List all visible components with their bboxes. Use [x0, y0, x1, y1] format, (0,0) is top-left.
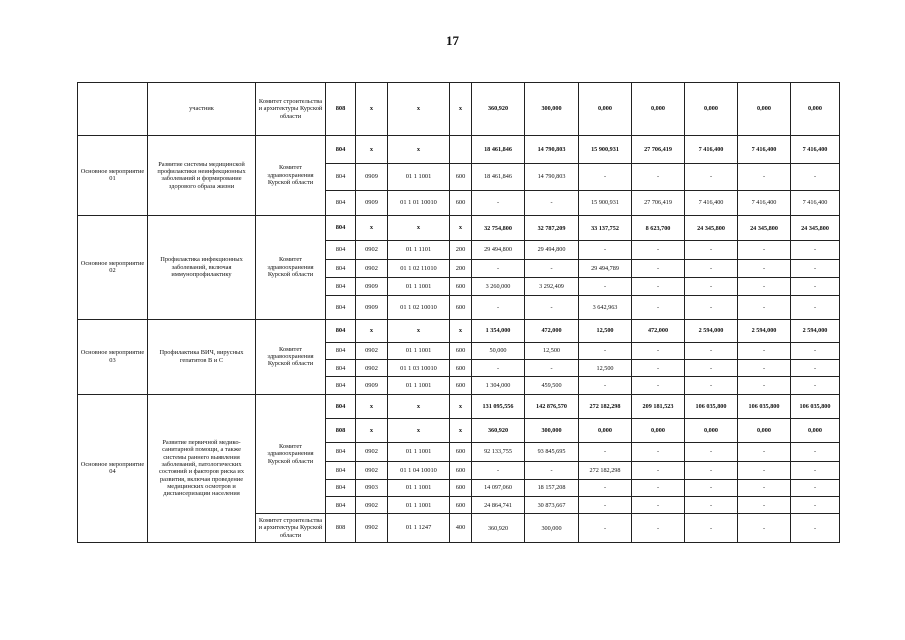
rzpr-cell: 0909 [356, 164, 388, 190]
amount-cell: - [632, 277, 685, 295]
rzpr-cell: 0909 [356, 296, 388, 319]
amount-cell: - [472, 360, 525, 377]
grbs-cell: 804 [326, 342, 356, 359]
amount-cell: 29 494,800 [472, 241, 525, 259]
amount-cell: 0,000 [738, 418, 791, 442]
amount-cell: - [579, 241, 632, 259]
amount-cell: - [685, 360, 738, 377]
amount-cell: 1 304,000 [472, 377, 525, 394]
rzpr-cell: 0902 [356, 443, 388, 461]
amount-cell: - [472, 461, 525, 479]
amount-cell: - [579, 342, 632, 359]
amount-cell: 0,000 [791, 83, 840, 136]
amount-cell: 0,000 [791, 418, 840, 442]
grbs-cell: 804 [326, 377, 356, 394]
grbs-cell: 804 [326, 497, 356, 514]
vr-cell: 200 [450, 241, 472, 259]
vr-cell: 600 [450, 479, 472, 496]
rzpr-cell: x [356, 135, 388, 163]
csr-cell: 01 1 01 10010 [388, 190, 450, 215]
vr-cell: 600 [450, 342, 472, 359]
csr-cell: 01 1 1001 [388, 342, 450, 359]
grbs-cell: 804 [326, 479, 356, 496]
amount-cell: 0,000 [685, 83, 738, 136]
vr-cell: 200 [450, 259, 472, 277]
amount-cell: 0,000 [738, 83, 791, 136]
amount-cell: 14 097,060 [472, 479, 525, 496]
csr-cell: 01 1 04 10010 [388, 461, 450, 479]
amount-cell: - [632, 164, 685, 190]
amount-cell: - [632, 296, 685, 319]
amount-cell: 29 494,800 [525, 241, 579, 259]
event-name-cell: Профилактика ВИЧ, вирусных гепатитов В и С [148, 319, 256, 394]
amount-cell: - [685, 259, 738, 277]
table-row [78, 215, 840, 240]
amount-cell: 360,920 [472, 418, 525, 442]
rzpr-cell: x [356, 83, 388, 136]
amount-cell: 12,500 [525, 342, 579, 359]
vr-cell: x [450, 319, 472, 342]
grbs-cell: 804 [326, 164, 356, 190]
grbs-cell: 804 [326, 135, 356, 163]
amount-cell: 24 345,800 [791, 215, 840, 240]
amount-cell: 8 623,700 [632, 215, 685, 240]
amount-cell: - [685, 514, 738, 543]
amount-cell: 472,000 [525, 319, 579, 342]
grbs-cell: 804 [326, 241, 356, 259]
rzpr-cell: 0902 [356, 514, 388, 543]
grbs-cell: 804 [326, 461, 356, 479]
rzpr-cell: 0903 [356, 479, 388, 496]
amount-cell: 360,920 [472, 514, 525, 543]
vr-cell: 600 [450, 277, 472, 295]
amount-cell: 14 790,803 [525, 135, 579, 163]
grbs-cell: 804 [326, 443, 356, 461]
grbs-cell: 804 [326, 296, 356, 319]
csr-cell: x [388, 319, 450, 342]
amount-cell: - [525, 190, 579, 215]
amount-cell: - [685, 377, 738, 394]
grbs-cell: 804 [326, 394, 356, 418]
amount-cell: - [738, 277, 791, 295]
vr-cell: 600 [450, 377, 472, 394]
event-name-cell: участник [148, 83, 256, 136]
amount-cell: - [685, 461, 738, 479]
event-cell: Основное мероприятие 02 [78, 215, 148, 319]
amount-cell: 33 137,752 [579, 215, 632, 240]
amount-cell: 30 873,667 [525, 497, 579, 514]
amount-cell: 27 706,419 [632, 135, 685, 163]
amount-cell: - [791, 443, 840, 461]
csr-cell: 01 1 02 10010 [388, 296, 450, 319]
amount-cell: - [791, 277, 840, 295]
amount-cell: 2 594,000 [738, 319, 791, 342]
amount-cell: - [791, 461, 840, 479]
vr-cell: 600 [450, 443, 472, 461]
amount-cell: - [791, 259, 840, 277]
amount-cell: 7 416,400 [685, 135, 738, 163]
executor-cell: Комитет здравоохранения Курской области [256, 215, 326, 319]
amount-cell: 14 790,803 [525, 164, 579, 190]
grbs-cell: 804 [326, 360, 356, 377]
amount-cell: - [738, 479, 791, 496]
amount-cell: - [738, 360, 791, 377]
amount-cell: 7 416,400 [685, 190, 738, 215]
executor-cell: Комитет строительства и архитектуры Курской области [256, 514, 326, 543]
executor-cell: Комитет здравоохранения Курской области [256, 319, 326, 394]
amount-cell: 272 182,298 [579, 394, 632, 418]
grbs-cell: 804 [326, 277, 356, 295]
rzpr-cell: x [356, 319, 388, 342]
amount-cell: - [738, 296, 791, 319]
amount-cell: - [685, 164, 738, 190]
vr-cell: 600 [450, 360, 472, 377]
vr-cell: 600 [450, 296, 472, 319]
grbs-cell: 808 [326, 83, 356, 136]
amount-cell: - [685, 479, 738, 496]
amount-cell: 27 706,419 [632, 190, 685, 215]
csr-cell: 01 1 1001 [388, 497, 450, 514]
amount-cell: - [738, 164, 791, 190]
amount-cell: 300,000 [525, 418, 579, 442]
csr-cell: 01 1 1001 [388, 443, 450, 461]
amount-cell: 0,000 [579, 83, 632, 136]
amount-cell: - [738, 259, 791, 277]
csr-cell: x [388, 394, 450, 418]
amount-cell: - [632, 443, 685, 461]
rzpr-cell: x [356, 215, 388, 240]
amount-cell: 32 754,800 [472, 215, 525, 240]
amount-cell: - [685, 277, 738, 295]
amount-cell: - [685, 497, 738, 514]
amount-cell: 18 461,846 [472, 135, 525, 163]
amount-cell: - [525, 360, 579, 377]
amount-cell: 106 035,800 [791, 394, 840, 418]
table-row [78, 394, 840, 418]
rzpr-cell: 0902 [356, 360, 388, 377]
amount-cell: - [632, 479, 685, 496]
event-cell: Основное мероприятие 04 [78, 394, 148, 542]
table-row [78, 319, 840, 342]
amount-cell: 459,500 [525, 377, 579, 394]
amount-cell: - [791, 514, 840, 543]
amount-cell: 92 133,755 [472, 443, 525, 461]
amount-cell: - [579, 514, 632, 543]
executor-cell: Комитет здравоохранения Курской области [256, 135, 326, 215]
amount-cell: 2 594,000 [685, 319, 738, 342]
amount-cell: - [791, 479, 840, 496]
csr-cell: x [388, 418, 450, 442]
amount-cell: 360,920 [472, 83, 525, 136]
csr-cell: 01 1 1001 [388, 164, 450, 190]
vr-cell: x [450, 215, 472, 240]
csr-cell: x [388, 135, 450, 163]
table-row [78, 135, 840, 163]
amount-cell: 1 354,000 [472, 319, 525, 342]
amount-cell: - [738, 241, 791, 259]
amount-cell: - [632, 259, 685, 277]
rzpr-cell: 0909 [356, 190, 388, 215]
event-name-cell: Развитие первичной медико-санитарной помощи, а также системы раннего выявления заболеваний, патологических состояний и факторов риска их развития, включая проведение медицинских осмотров и диспансеризации населения [148, 394, 256, 542]
amount-cell: 32 787,209 [525, 215, 579, 240]
event-name-cell: Развитие системы медицинской профилактики неинфекционных заболеваний и формирование здорового образа жизни [148, 135, 256, 215]
amount-cell: 0,000 [632, 418, 685, 442]
amount-cell: 131 095,556 [472, 394, 525, 418]
amount-cell: - [472, 190, 525, 215]
event-cell [78, 83, 148, 136]
grbs-cell: 804 [326, 190, 356, 215]
amount-cell: 7 416,400 [791, 190, 840, 215]
event-cell: Основное мероприятие 03 [78, 319, 148, 394]
amount-cell: 3 642,963 [579, 296, 632, 319]
amount-cell: - [685, 443, 738, 461]
rzpr-cell: 0909 [356, 377, 388, 394]
amount-cell: 300,000 [525, 514, 579, 543]
amount-cell: 0,000 [579, 418, 632, 442]
event-cell: Основное мероприятие 01 [78, 135, 148, 215]
amount-cell: 106 035,800 [738, 394, 791, 418]
amount-cell: - [579, 497, 632, 514]
amount-cell: 209 181,523 [632, 394, 685, 418]
rzpr-cell: 0902 [356, 497, 388, 514]
amount-cell: 15 900,931 [579, 135, 632, 163]
amount-cell: - [632, 377, 685, 394]
vr-cell: 600 [450, 497, 472, 514]
amount-cell: - [632, 461, 685, 479]
amount-cell: - [791, 296, 840, 319]
amount-cell: - [738, 377, 791, 394]
amount-cell: - [685, 342, 738, 359]
csr-cell: 01 1 1101 [388, 241, 450, 259]
amount-cell: 7 416,400 [738, 135, 791, 163]
amount-cell: - [791, 342, 840, 359]
amount-cell: - [525, 296, 579, 319]
amount-cell: - [472, 296, 525, 319]
amount-cell: - [738, 497, 791, 514]
amount-cell: 12,500 [579, 319, 632, 342]
csr-cell: 01 1 1001 [388, 479, 450, 496]
amount-cell: 24 345,800 [685, 215, 738, 240]
amount-cell: 18 461,846 [472, 164, 525, 190]
amount-cell: 142 876,570 [525, 394, 579, 418]
csr-cell: 01 1 1001 [388, 277, 450, 295]
amount-cell: - [632, 342, 685, 359]
amount-cell: 472,000 [632, 319, 685, 342]
amount-cell: - [632, 514, 685, 543]
grbs-cell: 808 [326, 418, 356, 442]
csr-cell: x [388, 215, 450, 240]
amount-cell: - [472, 259, 525, 277]
amount-cell: 272 182,298 [579, 461, 632, 479]
amount-cell: 24 345,800 [738, 215, 791, 240]
event-name-cell: Профилактика инфекционных заболеваний, включая иммунопрофилактику [148, 215, 256, 319]
amount-cell: 50,000 [472, 342, 525, 359]
vr-cell: x [450, 418, 472, 442]
amount-cell: 15 900,931 [579, 190, 632, 215]
amount-cell: - [632, 241, 685, 259]
rzpr-cell: x [356, 418, 388, 442]
grbs-cell: 804 [326, 259, 356, 277]
amount-cell: 106 035,800 [685, 394, 738, 418]
page-number: 17 [446, 33, 459, 48]
amount-cell: - [632, 497, 685, 514]
amount-cell: - [685, 296, 738, 319]
vr-cell [450, 135, 472, 163]
amount-cell: 24 864,741 [472, 497, 525, 514]
amount-cell: 29 494,789 [579, 259, 632, 277]
rzpr-cell: 0902 [356, 241, 388, 259]
csr-cell: 01 1 1001 [388, 377, 450, 394]
amount-cell: - [738, 461, 791, 479]
amount-cell: 18 157,208 [525, 479, 579, 496]
vr-cell: x [450, 83, 472, 136]
amount-cell: - [791, 497, 840, 514]
amount-cell: 12,500 [579, 360, 632, 377]
amount-cell: - [791, 241, 840, 259]
budget-table [77, 82, 840, 543]
vr-cell: 600 [450, 461, 472, 479]
executor-cell: Комитет здравоохранения Курской области [256, 394, 326, 514]
amount-cell: - [738, 342, 791, 359]
amount-cell: - [791, 164, 840, 190]
executor-cell: Комитет строительства и архитектуры Курской области [256, 83, 326, 136]
amount-cell: 2 594,000 [791, 319, 840, 342]
amount-cell: - [579, 277, 632, 295]
amount-cell: - [579, 443, 632, 461]
amount-cell: 0,000 [685, 418, 738, 442]
amount-cell: - [579, 479, 632, 496]
rzpr-cell: 0902 [356, 461, 388, 479]
vr-cell: 600 [450, 190, 472, 215]
amount-cell: 3 260,000 [472, 277, 525, 295]
csr-cell: 01 1 02 11010 [388, 259, 450, 277]
vr-cell: x [450, 394, 472, 418]
amount-cell: - [738, 443, 791, 461]
amount-cell: 93 845,695 [525, 443, 579, 461]
amount-cell: - [525, 461, 579, 479]
rzpr-cell: 0902 [356, 342, 388, 359]
amount-cell: - [738, 514, 791, 543]
table-row [78, 83, 840, 136]
amount-cell: - [685, 241, 738, 259]
csr-cell: 01 1 03 10010 [388, 360, 450, 377]
amount-cell: - [525, 259, 579, 277]
rzpr-cell: 0902 [356, 259, 388, 277]
amount-cell: 0,000 [632, 83, 685, 136]
vr-cell: 600 [450, 164, 472, 190]
amount-cell: - [579, 377, 632, 394]
amount-cell: - [632, 360, 685, 377]
csr-cell: 01 1 1247 [388, 514, 450, 543]
vr-cell: 400 [450, 514, 472, 543]
amount-cell: 3 292,409 [525, 277, 579, 295]
amount-cell: - [791, 360, 840, 377]
csr-cell: x [388, 83, 450, 136]
amount-cell: - [791, 377, 840, 394]
rzpr-cell: x [356, 394, 388, 418]
rzpr-cell: 0909 [356, 277, 388, 295]
grbs-cell: 808 [326, 514, 356, 543]
grbs-cell: 804 [326, 319, 356, 342]
amount-cell: - [579, 164, 632, 190]
grbs-cell: 804 [326, 215, 356, 240]
amount-cell: 300,000 [525, 83, 579, 136]
amount-cell: 7 416,400 [791, 135, 840, 163]
amount-cell: 7 416,400 [738, 190, 791, 215]
